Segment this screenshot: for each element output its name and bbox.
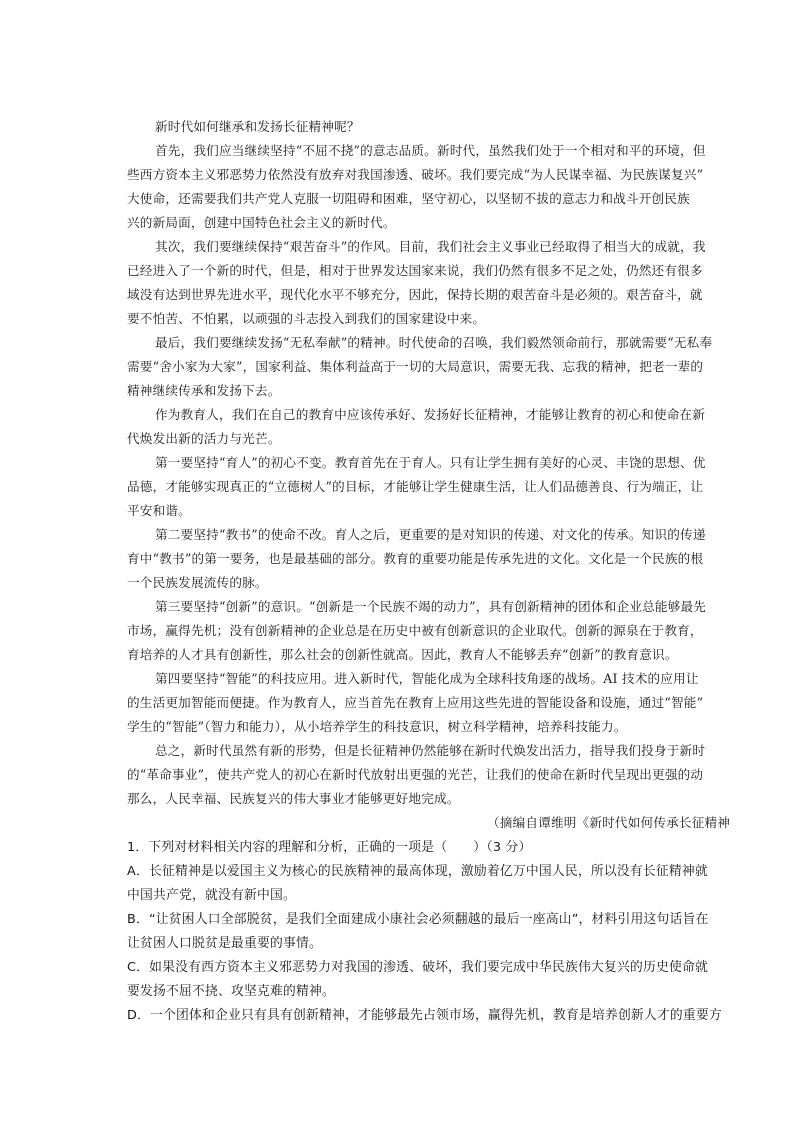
question-line: B．“让贫困人口全部脱贫，是我们全面建成小康社会必须翻越的最后一座高山”，材料引用这句话旨在 xyxy=(127,912,709,927)
question-line: 中国共产党，就没有新中国。 xyxy=(127,888,296,903)
question-line: 1．下列对材料相关内容的理解和分析，正确的一项是（ ）（3 分） xyxy=(127,840,532,855)
article-line: 作为教育人，我们在自己的教育中应该传承好、发扬好长征精神，才能够让教育的初心和使命在新 xyxy=(155,407,706,422)
article-line: 育中“教书”的第一要务，也是最基础的部分。教育的重要功能是传承先进的文化。文化是一个民族的根 xyxy=(127,551,704,566)
article-line: 新时代如何继承和发扬长征精神呢？ xyxy=(155,119,360,134)
article-line: 已经进入了一个新的时代，但是，相对于世界发达国家来说，我们仍然有很多不足之处，仍然还有很多 xyxy=(127,263,703,278)
article-line: 第三要坚持“创新”的意识。“创新是一个民族不竭的动力”，具有创新精神的团体和企业总能够最先 xyxy=(155,599,707,614)
article-line: 第四要坚持“智能”的科技应用。进入新时代，智能化成为全球科技角逐的战场。AI 技术的应用让 xyxy=(155,671,699,686)
article-line: 最后，我们要继续发扬“无私奉献”的精神。时代使命的召唤，我们毅然领命前行，那就需要“无私奉 xyxy=(155,335,713,350)
article-line: 精神继续传承和发扬下去。 xyxy=(127,383,281,398)
article-line: 代焕发出新的活力与光芒。 xyxy=(127,431,281,446)
article-line: 育培养的人才具有创新性，那么社会的创新性就高。因此，教育人不能够丢弃“创新”的教育意识。 xyxy=(127,647,678,662)
article-line: 首先，我们应当继续坚持“不屈不挠”的意志品质。新时代，虽然我们处于一个相对和平的环境，但 xyxy=(155,143,706,158)
article-line: 些西方资本主义邪恶势力依然没有放弃对我国渗透、破坏。我们要完成“为人民谋幸福、为民族谋复兴” xyxy=(127,167,704,182)
question-line: C．如果没有西方资本主义邪恶势力对我国的渗透、破坏，我们要完成中华民族伟大复兴的历史使命就 xyxy=(127,960,708,975)
article-line: 学生的“智能”（智力和能力），从小培养学生的科技意识，树立科学精神，培养科技能力。 xyxy=(127,719,627,734)
question-line: A．长征精神是以爱国主义为核心的民族精神的最高体现，激励着亿万中国人民，所以没有长征精神就 xyxy=(127,864,708,879)
article-line: 其次，我们要继续保持“艰苦奋斗”的作风。目前，我们社会主义事业已经取得了相当大的成就，我 xyxy=(155,239,706,254)
article-line: 的“革命事业”，使共产党人的初心在新时代放射出更强的光芒，让我们的使命在新时代呈现出更强的动 xyxy=(127,767,704,782)
article-line: 第一要坚持“育人”的初心不变。教育首先在于育人。只有让学生拥有美好的心灵、丰饶的思想、优 xyxy=(155,455,706,470)
question-line: 要发扬不屈不挠、攻坚克难的精神。 xyxy=(127,984,335,999)
question-line: D．一个团体和企业只有具有创新精神，才能够最先占领市场，赢得先机，教育是培养创新人才的重要方 xyxy=(127,1008,722,1023)
article-line: 市场，赢得先机；没有创新精神的企业总是在历史中被有创新意识的企业取代。创新的源泉在于教育， xyxy=(127,623,703,638)
article-line: 总之，新时代虽然有新的形势，但是长征精神仍然能够在新时代焕发出活力，指导我们投身于新时 xyxy=(155,743,706,758)
article-line: 大使命，还需要我们共产党人克服一切阻碍和困难，坚守初心，以坚韧不拔的意志力和战斗开创民族 xyxy=(127,191,690,206)
article-line: 需要“舍小家为大家”，国家利益、集体利益高于一切的大局意识，需要无我、忘我的精神，把老一辈的 xyxy=(127,359,704,374)
article-line: 那么，人民幸福、民族复兴的伟大事业才能够更好地完成。 xyxy=(127,791,460,806)
article-line: 平安和谐。 xyxy=(127,503,191,518)
question-line: 让贫困人口脱贫是最重要的事情。 xyxy=(127,936,322,951)
article-line: 域没有达到世界先进水平，现代化水平不够充分，因此，保持长期的艰苦奋斗是必须的。艰苦奋斗，就 xyxy=(127,287,703,302)
article-line: 的生活更加智能而便捷。作为教育人，应当首先在教育上应用这些先进的智能设备和设施，通过“智能” xyxy=(127,695,704,710)
article-line: 一个民族发展流传的脉。 xyxy=(127,575,268,590)
article-line: （摘编自谭维明《新时代如何传承长征精神 xyxy=(487,815,731,830)
article-line: 兴的新局面，创建中国特色社会主义的新时代。 xyxy=(127,215,396,230)
article-line: 品德，才能够实现真正的“立德树人”的目标，才能够让学生健康生活，让人们品德善良、行为端正，让 xyxy=(127,479,704,494)
article-line: 第二要坚持“教书”的使命不改。育人之后，更重要的是对知识的传递、对文化的传承。知识的传递 xyxy=(155,527,706,542)
article-line: 要不怕苦、不怕累，以顽强的斗志投入到我们的国家建设中来。 xyxy=(127,311,486,326)
